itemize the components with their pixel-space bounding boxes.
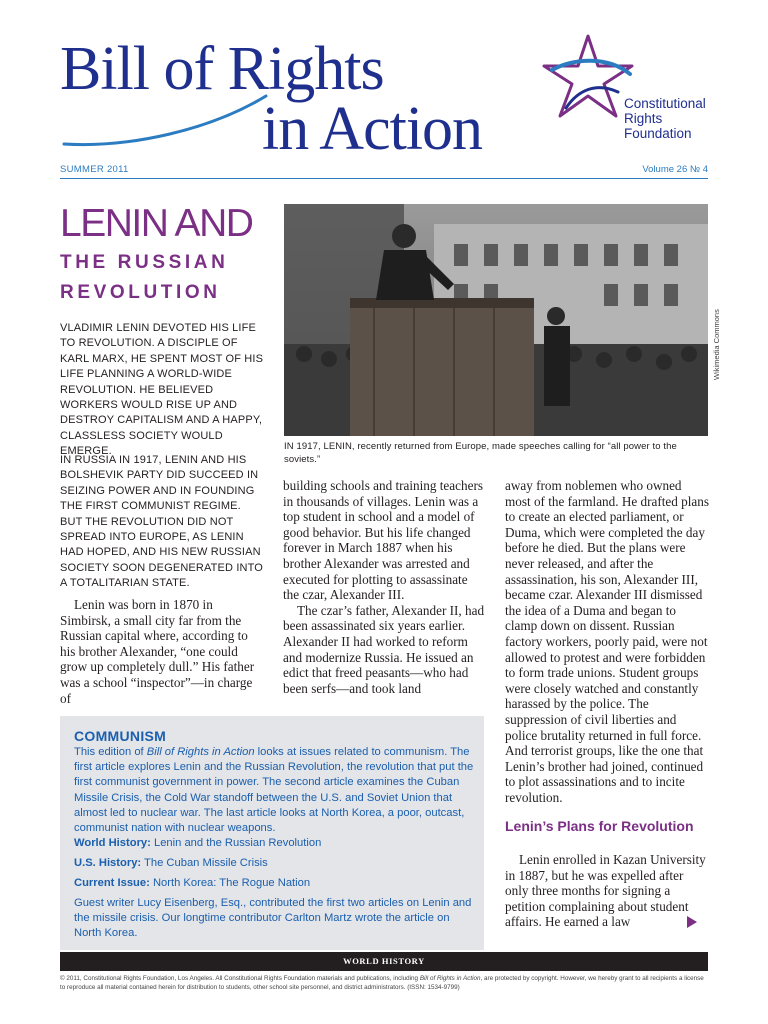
article-category-label: Current Issue: <box>74 877 150 889</box>
org-name-line3: Foundation <box>624 126 692 141</box>
masthead-title-line1: Bill of Rights <box>60 35 384 103</box>
body-column-3 <box>505 478 709 805</box>
publication-title: Bill of Rights in Action <box>419 975 481 982</box>
communism-box-intro <box>74 745 474 836</box>
intro-paragraph-1: VLADIMIR LENIN DEVOTED HIS LIFE TO REVOLUTION. A DISCIPLE OF KARL MARX, HE SPENT MOST OF HIS LIFE PLANNING A WORLD-WIDE REVOLUTION. HE BELIEVED WORKERS WOULD RISE UP AND DESTROY CAPITALISM AND A HAPPY, CLASSLESS SOCIETY WOULD EMERGE. <box>60 322 264 458</box>
photo-credit: Wikimedia Commons <box>712 309 721 380</box>
legal-text: , are protected by copyright. However, we hereby grant to all recipients a license to reproduce all material contained herein for distribution to students, other school site personnel, and district administrators. (ISSN: 1534-9799) <box>60 975 704 991</box>
communism-box-heading: COMMUNISM <box>74 728 167 744</box>
body-paragraph: Lenin was born in 1870 in Simbirsk, a small city far from the Russian capital where, according to his brother Alexander, “one could grow up completely dull.” His father was a school “inspector”—in charge of <box>60 597 255 706</box>
issue-date: SUMMER 2011 <box>60 164 129 175</box>
masthead-title-line2: in Action <box>262 95 483 163</box>
article-list-us-history <box>74 856 474 871</box>
issue-volume: Volume 26 № 4 <box>642 164 708 175</box>
article-category-label: World History: <box>74 837 151 849</box>
org-name-line2: Rights <box>624 111 663 126</box>
lenin-speech-photo <box>284 204 708 436</box>
organization-name <box>624 96 734 141</box>
body-paragraph: away from noblemen who owned most of the farmland. He drafted plans to create an elected parliament, or Duma, which were completed the day before he died. But the plans were never released, and after the assassination, his son, Alexander III, became czar. Alexander III dismissed the idea of a Duma and began to clamp down on dissent. Russian factory workers, poorly paid, were not allowed to protest and were forbidden to form trade unions. Student groups were closely watched and constantly harassed by the police. The suppression of civil liberties and police brutality returned in full force. And terrorist groups, like the one that Lenin’s brother had joined, continued to plot assassinations and to incite revolution. <box>505 478 709 805</box>
continue-arrow-icon <box>686 915 698 929</box>
communism-box-credits: Guest writer Lucy Eisenberg, Esq., contributed the first two articles on Lenin and the missile crisis. Our longtime contributor Carlton Martz wrote the article on North Korea. <box>74 897 472 940</box>
intro-text: looks at issues related to communism. The first article explores Lenin and the Russian Revolution, the revolution that put the first communist government in power. The second article examines the Cuban Missile Crisis, the Cold War standoff between the U.S. and Soviet Union that almost led to nuclear war. The last article looks at North Korea, a poor, outcast, communist nation with nuclear weapons. <box>74 746 474 835</box>
body-column-3-continued <box>505 852 709 930</box>
body-paragraph: Lenin enrolled in Kazan University in 1887, but he was expelled after only three months for signing a petition complaining about student affairs. He earned a law <box>505 852 706 930</box>
crf-star-logo <box>538 30 638 120</box>
section-footer-bar: WORLD HISTORY <box>60 952 708 971</box>
article-list-current-issue <box>74 876 474 891</box>
body-column-1 <box>60 597 263 706</box>
headline-line3: REVOLUTION <box>60 282 221 303</box>
article-title: North Korea: The Rogue Nation <box>149 877 311 889</box>
masthead-divider <box>60 178 708 179</box>
headline-line1: LENIN AND <box>60 202 253 245</box>
intro-paragraph-2: IN RUSSIA IN 1917, LENIN AND HIS BOLSHEVIK PARTY DID SUCCEED IN SEIZING POWER AND IN FOUNDING THE FIRST COMMUNIST REGIME. BUT THE REVOLUTION DID NOT SPREAD INTO EUROPE, AS LENIN HAD HOPED, AND HIS NEW RUSSIAN SOCIETY SOON DEGENERATED INTO A TOTALITARIAN STATE. <box>60 454 263 590</box>
article-category-label: U.S. History: <box>74 857 142 869</box>
headline-line2: THE RUSSIAN <box>60 252 229 273</box>
swoosh-graphic <box>60 90 270 150</box>
publication-title: Bill of Rights in Action <box>146 746 255 758</box>
body-column-2 <box>283 478 486 696</box>
copyright-notice <box>60 975 708 992</box>
article-list-world-history <box>74 836 474 851</box>
article-title: Lenin and the Russian Revolution <box>150 837 322 849</box>
article-title: The Cuban Missile Crisis <box>141 857 268 869</box>
body-paragraph: The czar’s father, Alexander II, had been assassinated six years earlier. Alexander II had worked to reform and modernize Russia. He issued an edict that freed peasants—who had been serfs—and took land <box>283 602 485 696</box>
photo-caption: IN 1917, LENIN, recently returned from Europe, made speeches calling for “all power to the soviets.” <box>284 441 677 465</box>
legal-text: © 2011, Constitutional Rights Foundation, Los Angeles. All Constitutional Rights Foundation materials and publications, including <box>60 975 420 982</box>
org-name-line1: Constitutional <box>624 96 706 111</box>
section-subhead: Lenin’s Plans for Revolution <box>505 818 694 834</box>
body-paragraph: building schools and training teachers in thousands of villages. Lenin was a top student in school and a model of good behavior. But his life changed forever in March 1887 when his brother Alexander was arrested and executed for plotting to assassinate the czar, Alexander III. <box>283 478 483 603</box>
intro-text: This edition of <box>74 746 147 758</box>
